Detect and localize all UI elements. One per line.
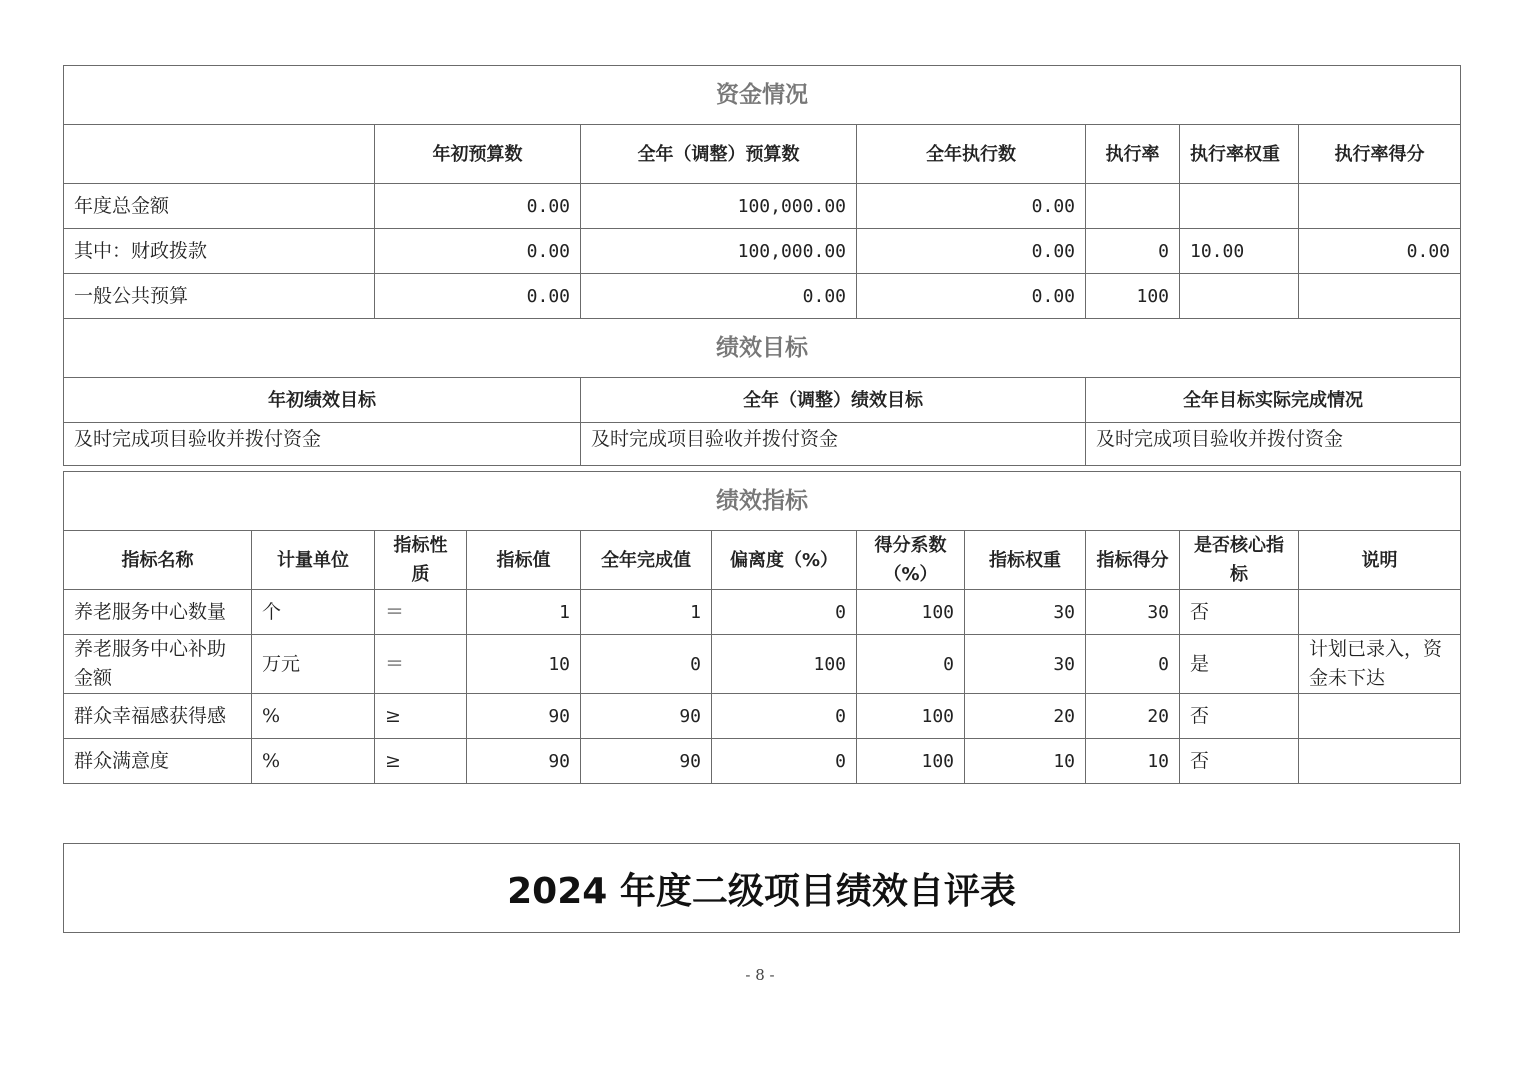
ind-deviation: 100 — [712, 635, 857, 694]
table-row — [64, 635, 1461, 694]
ind-core: 否 — [1180, 590, 1299, 635]
funds-row-initial: 0.00 — [375, 229, 581, 274]
funds-section-title: 资金情况 — [64, 66, 1461, 125]
ind-unit: 个 — [252, 590, 375, 635]
ind-header-weight: 指标权重 — [965, 531, 1086, 590]
indicators-table — [63, 471, 1461, 784]
ind-header-unit: 计量单位 — [252, 531, 375, 590]
ind-header-deviation: 偏离度（%） — [712, 531, 857, 590]
funds-row-executed: 0.00 — [857, 229, 1086, 274]
ind-header-core: 是否核心指标 — [1180, 531, 1299, 590]
ind-weight: 20 — [965, 694, 1086, 739]
funds-row-score — [1299, 274, 1461, 319]
funds-header-adjusted: 全年（调整）预算数 — [581, 125, 857, 184]
goals-value-adjusted: 及时完成项目验收并拨付资金 — [581, 423, 1086, 466]
goals-value-actual: 及时完成项目验收并拨付资金 — [1086, 423, 1461, 466]
funds-row — [64, 229, 1461, 274]
funds-goals-table — [63, 65, 1461, 466]
ind-note — [1299, 739, 1461, 784]
ind-header-actual: 全年完成值 — [581, 531, 712, 590]
funds-row — [64, 184, 1461, 229]
funds-row-initial: 0.00 — [375, 184, 581, 229]
table-row — [64, 739, 1461, 784]
ind-target: 90 — [467, 739, 581, 784]
ind-target: 10 — [467, 635, 581, 694]
funds-header-blank — [64, 125, 375, 184]
ind-note — [1299, 694, 1461, 739]
ind-name: 群众满意度 — [64, 739, 252, 784]
next-table-title: 2024 年度二级项目绩效自评表 — [507, 870, 1016, 912]
ind-target: 90 — [467, 694, 581, 739]
ind-score: 10 — [1086, 739, 1180, 784]
ind-score: 0 — [1086, 635, 1180, 694]
funds-row-weight: 10.00 — [1180, 229, 1299, 274]
funds-row-label: 一般公共预算 — [64, 274, 375, 319]
goals-header-actual: 全年目标实际完成情况 — [1086, 378, 1461, 423]
ind-deviation: 0 — [712, 694, 857, 739]
funds-row-initial: 0.00 — [375, 274, 581, 319]
funds-header-weight: 执行率权重 — [1180, 125, 1299, 184]
funds-row-rate — [1086, 184, 1180, 229]
ind-deviation: 0 — [712, 590, 857, 635]
funds-row-adjusted: 100,000.00 — [581, 184, 857, 229]
ind-core: 是 — [1180, 635, 1299, 694]
ind-core: 否 — [1180, 694, 1299, 739]
table-row — [64, 694, 1461, 739]
ind-coef: 100 — [857, 590, 965, 635]
goals-section-title: 绩效目标 — [64, 319, 1461, 378]
funds-row-executed: 0.00 — [857, 184, 1086, 229]
ind-weight: 10 — [965, 739, 1086, 784]
ind-note — [1299, 590, 1461, 635]
ind-header-note: 说明 — [1299, 531, 1461, 590]
ind-unit: 万元 — [252, 635, 375, 694]
ind-deviation: 0 — [712, 739, 857, 784]
ind-unit: % — [252, 739, 375, 784]
ind-actual: 90 — [581, 739, 712, 784]
funds-row — [64, 274, 1461, 319]
funds-row-weight — [1180, 184, 1299, 229]
funds-row-adjusted: 100,000.00 — [581, 229, 857, 274]
ind-nature: ≥ — [375, 739, 467, 784]
ind-name: 养老服务中心补助金额 — [64, 635, 252, 694]
funds-row-score — [1299, 184, 1461, 229]
ind-actual: 0 — [581, 635, 712, 694]
next-table-title-box — [63, 843, 1460, 933]
ind-unit: % — [252, 694, 375, 739]
funds-row-executed: 0.00 — [857, 274, 1086, 319]
funds-row-adjusted: 0.00 — [581, 274, 857, 319]
ind-core: 否 — [1180, 739, 1299, 784]
ind-actual: 1 — [581, 590, 712, 635]
ind-header-score: 指标得分 — [1086, 531, 1180, 590]
ind-name: 养老服务中心数量 — [64, 590, 252, 635]
ind-header-target: 指标值 — [467, 531, 581, 590]
ind-weight: 30 — [965, 590, 1086, 635]
ind-nature: ≥ — [375, 694, 467, 739]
indicators-section-title: 绩效指标 — [64, 472, 1461, 531]
page-number: - 8 - — [745, 966, 775, 984]
ind-coef: 100 — [857, 739, 965, 784]
table-row — [64, 590, 1461, 635]
ind-coef: 100 — [857, 694, 965, 739]
ind-weight: 30 — [965, 635, 1086, 694]
ind-note: 计划已录入，资金未下达 — [1299, 635, 1461, 694]
ind-score: 30 — [1086, 590, 1180, 635]
funds-row-score: 0.00 — [1299, 229, 1461, 274]
funds-row-label: 其中：财政拨款 — [64, 229, 375, 274]
funds-row-rate: 100 — [1086, 274, 1180, 319]
funds-row-weight — [1180, 274, 1299, 319]
funds-header-executed: 全年执行数 — [857, 125, 1086, 184]
goals-header-initial: 年初绩效目标 — [64, 378, 581, 423]
ind-actual: 90 — [581, 694, 712, 739]
ind-score: 20 — [1086, 694, 1180, 739]
ind-name: 群众幸福感获得感 — [64, 694, 252, 739]
ind-header-nature: 指标性质 — [375, 531, 467, 590]
funds-header-score: 执行率得分 — [1299, 125, 1461, 184]
goals-value-initial: 及时完成项目验收并拨付资金 — [64, 423, 581, 466]
ind-nature: ＝ — [375, 590, 467, 635]
funds-header-initial: 年初预算数 — [375, 125, 581, 184]
ind-header-coef: 得分系数（%） — [857, 531, 965, 590]
ind-target: 1 — [467, 590, 581, 635]
funds-header-rate: 执行率 — [1086, 125, 1180, 184]
ind-nature: ＝ — [375, 635, 467, 694]
ind-coef: 0 — [857, 635, 965, 694]
ind-header-name: 指标名称 — [64, 531, 252, 590]
funds-row-label: 年度总金额 — [64, 184, 375, 229]
goals-header-adjusted: 全年（调整）绩效目标 — [581, 378, 1086, 423]
funds-row-rate: 0 — [1086, 229, 1180, 274]
